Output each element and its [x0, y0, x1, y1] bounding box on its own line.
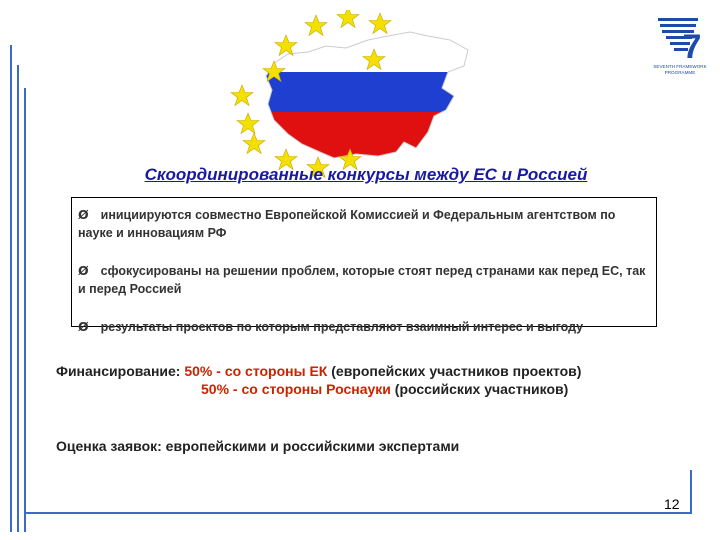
- bullet-text: результаты проектов по которым представляют взаимный интерес и выгоду: [100, 320, 584, 334]
- page-number: 12: [664, 496, 680, 512]
- decorative-line-3: [24, 88, 26, 532]
- star-icon: [369, 13, 391, 34]
- evaluation-text: Оценка заявок: европейскими и российскими экспертами: [56, 438, 460, 454]
- star-icon: [231, 85, 253, 106]
- arrow-bullet-icon: Ø: [78, 319, 89, 334]
- right-border: [690, 470, 692, 514]
- star-icon: [305, 15, 327, 36]
- arrow-bullet-icon: Ø: [78, 263, 89, 278]
- bullet-text: инициируются совместно Европейской Комиссией и Федеральным агентством по науке и инновациям РФ: [78, 208, 616, 240]
- bullet-item: [78, 206, 650, 242]
- bullet-text: сфокусированы на решении проблем, которые стоят перед странами как перед ЕС, так и перед Россией: [78, 264, 646, 296]
- funding-ec-share: 50% - со стороны ЕК: [184, 363, 328, 379]
- funding-rosnauka-share: 50% - со стороны Роснауки: [201, 381, 391, 397]
- arrow-bullet-icon: Ø: [78, 207, 89, 222]
- bullet-item: [78, 318, 650, 336]
- star-icon: [337, 10, 359, 28]
- star-icon: [237, 113, 259, 134]
- slide-title: Скоординированные конкурсы между ЕС и Россией: [144, 165, 588, 184]
- funding-russian-participants: (российских участников): [394, 381, 569, 397]
- bullet-box: [71, 197, 657, 334]
- funding-line-2: [56, 380, 581, 398]
- decorative-line-2: [17, 65, 19, 532]
- funding-ec-participants: (европейских участников проектов): [331, 363, 582, 379]
- funding-label: Финансирование:: [56, 363, 181, 379]
- bullet-item: [78, 262, 650, 298]
- funding-line-1: [56, 362, 581, 380]
- funding-block: [56, 362, 581, 398]
- star-icon: [243, 133, 265, 154]
- fp7-logo-digit: 7: [682, 28, 702, 66]
- fp7-logo-line1: SEVENTH FRAMEWORK: [653, 64, 707, 69]
- decorative-line-1: [10, 45, 12, 532]
- fp7-logo-line2: PROGRAMME: [664, 70, 696, 75]
- star-icon: [275, 35, 297, 56]
- russia-flag-map-icon: [228, 10, 478, 180]
- bottom-border: [24, 512, 692, 514]
- fp7-logo-icon: [652, 14, 708, 78]
